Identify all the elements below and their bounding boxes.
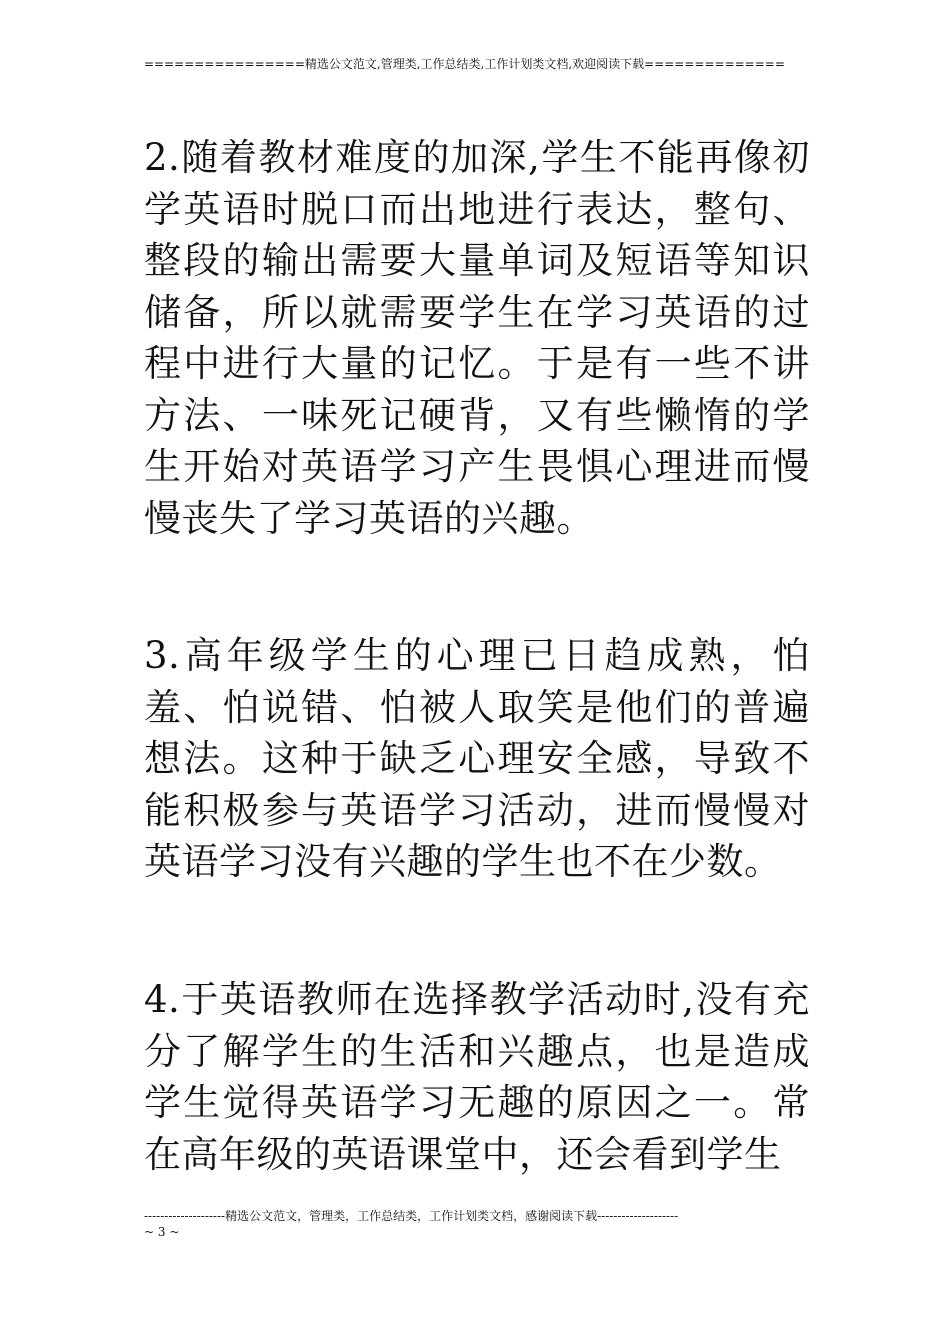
paragraph-4: 4.于英语教师在选择教学活动时,没有充分了解学生的生活和兴趣点，也是造成学生觉得英语学习无趣的原因之一。常在高年级的英语课堂中，还会看到学生	[144, 978, 810, 1176]
page-number: ~ 3 ~	[144, 1225, 180, 1239]
paragraph-3: 3.高年级学生的心理已日趋成熟，怕羞、怕说错、怕被人取笑是他们的普遍想法。这种于缺乏心理安全感，导致不能积极参与英语学习活动，进而慢慢对英语学习没有兴趣的学生也不在少数。	[144, 634, 810, 883]
page-footer: --------------------精选公文范文，管理类，工作总结类，工作计划类文档，感谢阅读下载--------------------	[144, 1209, 679, 1223]
paragraph-2: 2.随着教材难度的加深,学生不能再像初学英语时脱口而出地进行表达，整句、整段的输出需要大量单词及短语等知识储备，所以就需要学生在学习英语的过程中进行大量的记忆。于是有一些不讲方法、一味死记硬背，又有些懒惰的学生开始对英语学习产生畏惧心理进而慢慢丧失了学习英语的兴趣。	[144, 136, 810, 540]
page-header: ================精选公文范文,管理类,工作总结类,工作计划类文档,欢迎阅读下载==============	[144, 57, 785, 71]
